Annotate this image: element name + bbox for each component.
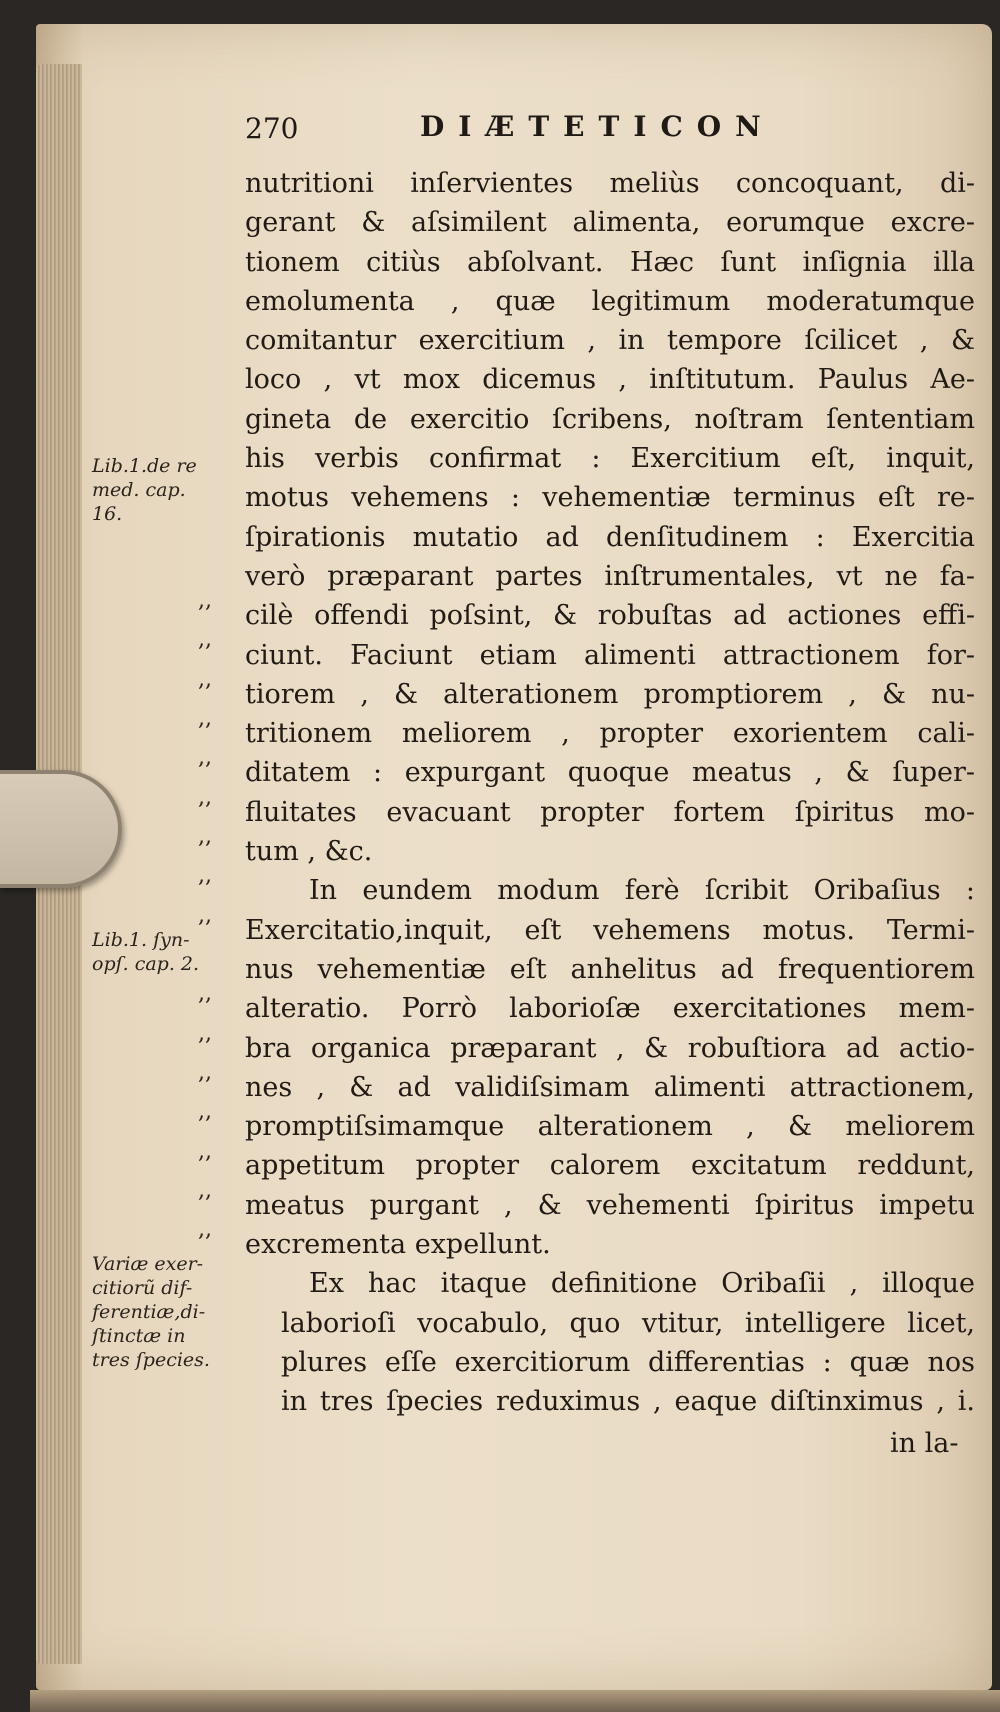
- text-line: verò præparant partes inſtrumentales, vt ne fa-: [245, 560, 975, 592]
- text-line: ciunt. Faciunt etiam alimenti attractionem for-: [245, 639, 975, 671]
- text-line: Ex hac itaque definitione Oribaſii , illoque: [309, 1268, 975, 1300]
- margin-note-line: Variæ exer-: [92, 1253, 204, 1275]
- text-line: excrementa expellunt.: [245, 1229, 551, 1261]
- quotation-mark: ,,: [198, 903, 212, 928]
- page-number: 270: [245, 112, 299, 145]
- text-line: laborioſi vocabulo, quo vtitur, intelligere licet,: [281, 1307, 975, 1339]
- margin-note-line: Lib.1.de re: [92, 455, 197, 477]
- text-line: promptiſsimamque alterationem , & meliorem: [245, 1111, 975, 1143]
- text-line: comitantur exercitium , in tempore ſcilicet , &: [245, 325, 975, 357]
- margin-note-line: opſ. cap. 2.: [92, 953, 200, 975]
- body-text: [245, 164, 975, 1422]
- text-line: cilè offendi poſsint, & robuſtas ad actiones effi-: [245, 600, 975, 632]
- quotation-mark: ,,: [198, 588, 212, 613]
- running-title: DIÆTETICON: [420, 110, 775, 143]
- text-line: gineta de exercitio ſcribens, noſtram ſententiam: [245, 403, 975, 435]
- margin-note-line: 16.: [92, 503, 123, 525]
- margin-note-line: ſtinctæ in: [92, 1325, 186, 1347]
- margin-note-line: Lib.1. ſyn-: [92, 929, 190, 951]
- text-line: tionem citiùs abſolvant. Hæc ſunt inſignia illa: [245, 246, 975, 278]
- text-line: emolumenta , quæ legitimum moderatumque: [245, 285, 975, 317]
- quotation-mark: ,,: [198, 627, 212, 652]
- text-line: fluitates evacuant propter fortem ſpiritus mo-: [245, 796, 975, 828]
- text-line: alteratio. Porrò laborioſæ exercitationes mem-: [245, 993, 975, 1025]
- text-line: Exercitatio,inquit, eſt vehemens motus. Termi-: [245, 914, 975, 946]
- margin-note-exercise-species: [92, 1252, 232, 1372]
- margin-note-line: med. cap.: [92, 479, 186, 501]
- text-line: meatus purgant , & vehementi ſpiritus impetu: [245, 1189, 975, 1221]
- quotation-mark: ,,: [198, 745, 212, 770]
- text-line: ſpirationis mutatio ad denſitudinem : Exercitia: [245, 521, 975, 553]
- text-line: nutritioni inſervientes meliùs concoquant, di-: [245, 168, 975, 199]
- margin-note-line: citiorũ dif-: [92, 1277, 193, 1299]
- quotation-mark: ,,: [198, 667, 212, 692]
- text-line: in tres ſpecies reduximus , eaque diſtinximus , i.: [281, 1386, 975, 1418]
- text-line: bra organica præparant , & robuſtiora ad actio-: [245, 1032, 975, 1064]
- text-line: loco , vt mox dicemus , inſtitutum. Paulus Ae-: [245, 364, 975, 396]
- quotation-mark: ,,: [198, 706, 212, 731]
- margin-note-reference-1: [92, 454, 232, 526]
- quotation-mark: ,,: [198, 981, 212, 1006]
- text-line: his verbis confirmat : Exercitium eſt, inquit,: [245, 443, 975, 475]
- text-line: In eundem modum ferè ſcribit Oribaſius :: [309, 875, 975, 907]
- text-line: nes , & ad validiſsimam alimenti attractionem,: [245, 1071, 975, 1103]
- text-line: plures eſſe exercitiorum differentias : quæ nos: [281, 1346, 975, 1378]
- quotation-mark: ,,: [198, 824, 212, 849]
- text-line: motus vehemens : vehementiæ terminus eſt re-: [245, 482, 975, 514]
- page-bottom-edge: [30, 1690, 1000, 1712]
- text-line: tiorem , & alterationem promptiorem , & nu-: [245, 678, 975, 710]
- catchword: in la-: [890, 1428, 959, 1459]
- text-line: gerant & aſsimilent alimenta, eorumque excre-: [245, 207, 975, 239]
- margin-note-line: ferentiæ,di-: [92, 1301, 206, 1323]
- text-line: ditatem : expurgant quoque meatus , & ſuper-: [245, 757, 975, 789]
- page-header: [245, 110, 945, 150]
- text-line: tritionem meliorem , propter exorientem cali-: [245, 718, 975, 750]
- text-line: appetitum propter calorem excitatum reddunt,: [245, 1150, 975, 1182]
- bookmark-ribbon: [0, 770, 122, 888]
- quotation-mark: ,,: [198, 785, 212, 810]
- quotation-mark: ,,: [198, 1021, 212, 1046]
- quotation-mark: ,,: [198, 1178, 212, 1203]
- text-line: nus vehementiæ eſt anhelitus ad frequentiorem: [245, 953, 975, 985]
- quotation-mark: ,,: [198, 1217, 212, 1242]
- text-line: tum , &c.: [245, 836, 373, 868]
- quotation-mark: ,,: [198, 1060, 212, 1085]
- quotation-mark: ,,: [198, 1099, 212, 1124]
- margin-note-line: tres ſpecies.: [92, 1349, 210, 1371]
- quotation-mark: ,,: [198, 1139, 212, 1164]
- quotation-mark: ,,: [198, 863, 212, 888]
